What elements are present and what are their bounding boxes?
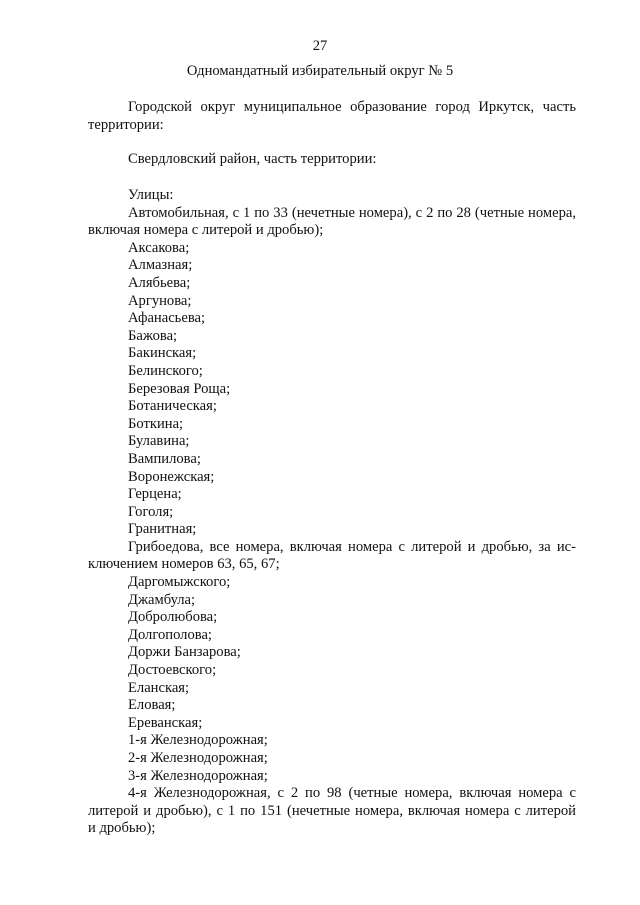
list-item: Даргомыжского; xyxy=(128,574,231,591)
intro-line-2: территории: xyxy=(88,116,164,133)
list-item: Добролюбова; xyxy=(128,609,218,626)
list-item: Белинского; xyxy=(128,362,203,379)
list-item: Джамбула; xyxy=(128,591,196,608)
street-list-group-1 xyxy=(88,240,576,539)
list-item: Достоевского; xyxy=(128,662,217,679)
list-item: 1-я Железнодорожная; xyxy=(128,732,268,749)
list-item: 3-я Железнодорожная; xyxy=(128,767,268,784)
list-item: Долгополова; xyxy=(128,626,212,643)
list-item: Автомобильная, с 1 по 33 (нечетные номера), с 2 по 28 (четные номера, xyxy=(128,204,576,221)
street-list-group-2 xyxy=(88,574,576,785)
list-item: Еланская; xyxy=(128,679,190,696)
list-item: Афанасьева; xyxy=(128,310,206,327)
list-item: Гранитная; xyxy=(128,521,197,538)
page-title: Одномандатный избирательный округ № 5 xyxy=(186,63,454,79)
list-item-continuation: литерой и дробью), с 1 по 151 (нечетные номера, включая номера с литерой xyxy=(88,802,576,819)
list-item: Аксакова; xyxy=(128,239,190,256)
list-item: Боткина; xyxy=(128,415,184,432)
list-item-continuation: включая номера с литерой и дробью); xyxy=(88,222,324,239)
list-item: Березовая Роща; xyxy=(128,380,231,397)
list-item: Бакинская; xyxy=(128,345,197,362)
street-list xyxy=(88,187,576,838)
list-item: Вампилова; xyxy=(128,450,201,467)
list-item: Доржи Банзарова; xyxy=(128,644,241,661)
list-item: Ереванская; xyxy=(128,714,203,731)
district-label: Свердловский район, часть территории: xyxy=(128,151,377,167)
list-item: Алмазная; xyxy=(128,257,193,274)
intro-paragraph xyxy=(88,99,576,134)
streets-heading: Улицы: xyxy=(128,187,174,203)
list-item-continuation: ключением номеров 63, 65, 67; xyxy=(88,556,280,573)
list-item: Воронежская; xyxy=(128,468,215,485)
district-paragraph xyxy=(88,151,576,169)
list-item: Грибоедова, все номера, включая номера с литерой и дробью, за ис- xyxy=(128,538,576,555)
page-number: 27 xyxy=(312,38,328,54)
list-item: Булавина; xyxy=(128,433,190,450)
list-item: Аргунова; xyxy=(128,292,192,309)
list-item: Гоголя; xyxy=(128,503,174,520)
list-item: Ботаническая; xyxy=(128,398,217,415)
list-item: 4-я Железнодорожная, с 2 по 98 (четные номера, включая номера с xyxy=(128,785,576,802)
list-item-continuation: и дробью); xyxy=(88,820,156,837)
list-item: Еловая; xyxy=(128,697,176,714)
intro-line-1: Городской округ муниципальное образование город Иркутск, часть xyxy=(128,99,576,115)
list-item: Бажова; xyxy=(128,327,178,344)
list-item: Алябьева; xyxy=(128,274,191,291)
list-item: 2-я Железнодорожная; xyxy=(128,750,268,766)
list-item: Герцена; xyxy=(128,486,182,503)
